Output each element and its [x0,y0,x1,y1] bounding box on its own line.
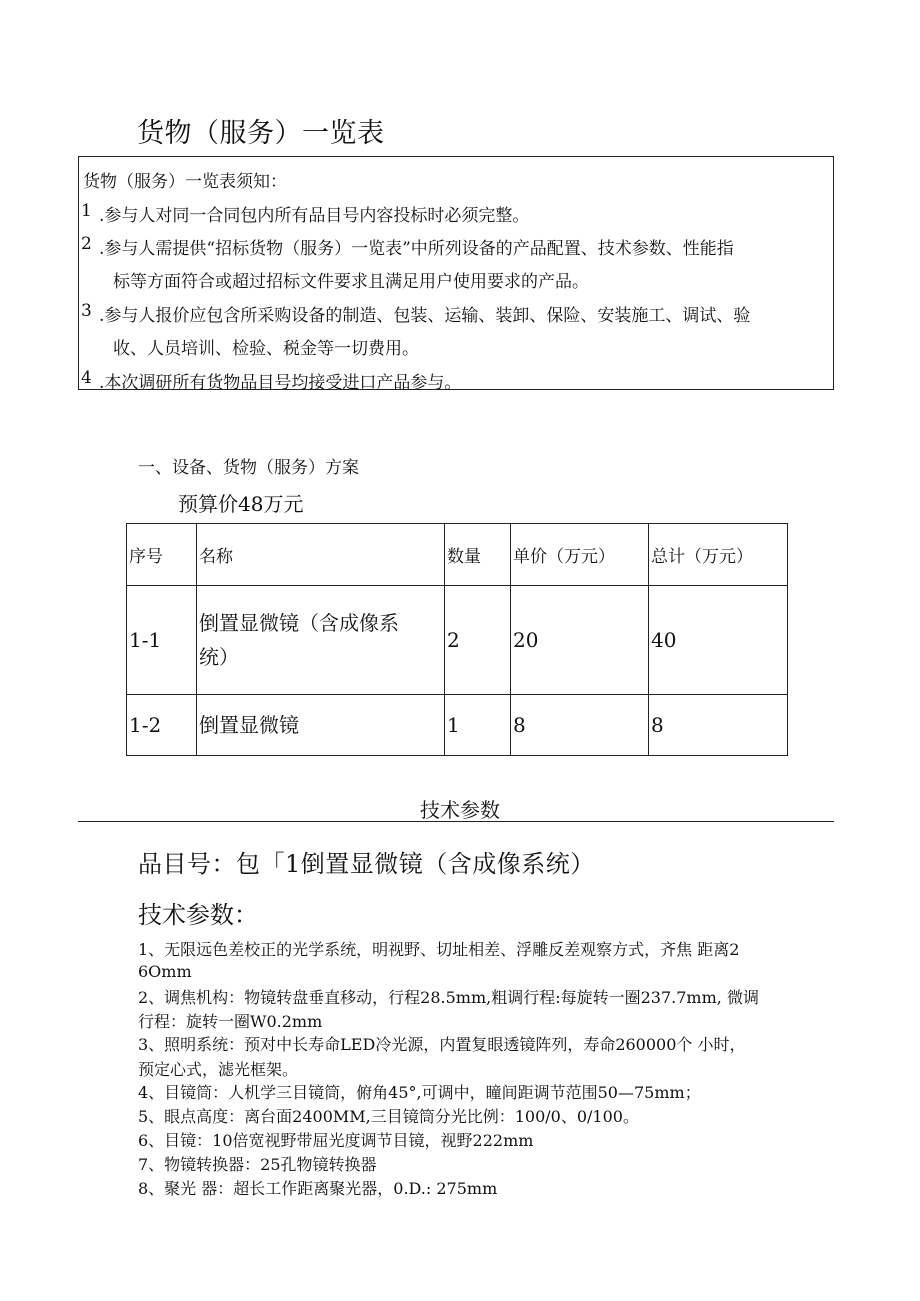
spec-line: 3、照明系统：预对中长寿命LED冷光源，内置复眼透镜阵列，寿命260000个 小时， [138,1035,746,1054]
table-row [127,586,788,695]
section-heading: 一、设备、货物（服务）方案 [138,458,359,478]
notice-item-number: 3 [81,301,92,321]
table-header-cell: 总计（万元） [649,524,788,586]
params-heading: 技术参数： [138,901,258,929]
notice-item-number: 2 [81,234,92,254]
spec-line: 1、无限远色差校正的光学系统，明视野、切址相差、浮雕反差观察方式，齐焦 距离2 [138,940,740,959]
spec-line: 6、目镜：10倍宽视野带屈光度调节目镜，视野222mm [138,1131,534,1150]
notice-box [78,156,834,393]
spec-line: 2、调焦机构：物镜转盘垂直移动，行程28.5mm,粗调行程:每旋转一圈237.7mm, 微调 [138,988,759,1007]
notice-item-number: 4 [81,368,92,388]
budget-line: 预算价48万元 [178,492,304,516]
table-header-cell: 数量 [445,524,511,586]
spec-line: 预定心式，滤光框架。 [138,1060,299,1079]
spec-line: 6Omm [138,962,192,981]
divider [78,821,834,822]
notice-heading: 货物（服务）一览表须知： [83,172,287,192]
notice-item-text: .参与人需提供“招标货物（服务）一览表”中所列设备的产品配置、技术参数、性能指 [99,239,734,259]
notice-item-text: .本次调研所有货物品目号均接受进口产品参与。 [99,373,462,393]
table-cell-name-line: 统） [199,645,239,669]
table-header-cell: 序号 [127,524,197,586]
table-row [127,695,788,756]
spec-line: 8、聚光 器：超长工作距离聚光器，0.D.: 275mm [138,1179,498,1198]
table-cell-unit-price: 20 [511,586,649,695]
notice-item-text: 收、人员培训、检验、税金等一切费用。 [113,339,419,359]
table-cell-qty: 1 [445,695,511,756]
table-cell-name-line: 倒置显微镜（含成像系 [199,611,399,635]
table-cell-total: 40 [649,586,788,695]
notice-item-number: 1 [81,201,92,221]
spec-line: 7、物镜转换器：25孔物镜转换器 [138,1155,377,1174]
table-cell-name: 倒置显微镜 [197,695,445,756]
notice-item-text: .参与人对同一合同包内所有品目号内容投标时必须完整。 [99,206,530,226]
table-cell-qty: 2 [445,586,511,695]
table-cell-no: 1-2 [127,695,197,756]
equipment-table [126,523,788,756]
spec-line: 行程：旋转一圈W0.2mm [138,1012,323,1031]
item-heading: 品目号：包「1倒置显微镜（含成像系统） [138,850,595,878]
table-cell-name [197,586,445,695]
spec-line: 4、目镜筒：人机学三目镜筒，俯角45°,可调中，瞳间距调节范围50—75mm； [138,1083,701,1102]
table-header-row [127,524,788,586]
table-header-cell: 名称 [197,524,445,586]
notice-item-text: .参与人报价应包含所采购设备的制造、包装、运输、装卸、保险、安装施工、调试、验 [99,306,751,326]
table-cell-unit-price: 8 [511,695,649,756]
table-cell-total: 8 [649,695,788,756]
table-header-cell: 单价（万元） [511,524,649,586]
table-cell-no: 1-1 [127,586,197,695]
notice-item-text: 标等方面符合或超过招标文件要求且满足用户使用要求的产品。 [113,272,589,292]
spec-line: 5、眼点高度：离台面2400MM,三目镜筒分光比例：100/0、0/100。 [138,1107,639,1126]
tech-heading: 技术参数 [420,798,500,822]
page-title: 货物（服务）一览表 [137,118,385,149]
